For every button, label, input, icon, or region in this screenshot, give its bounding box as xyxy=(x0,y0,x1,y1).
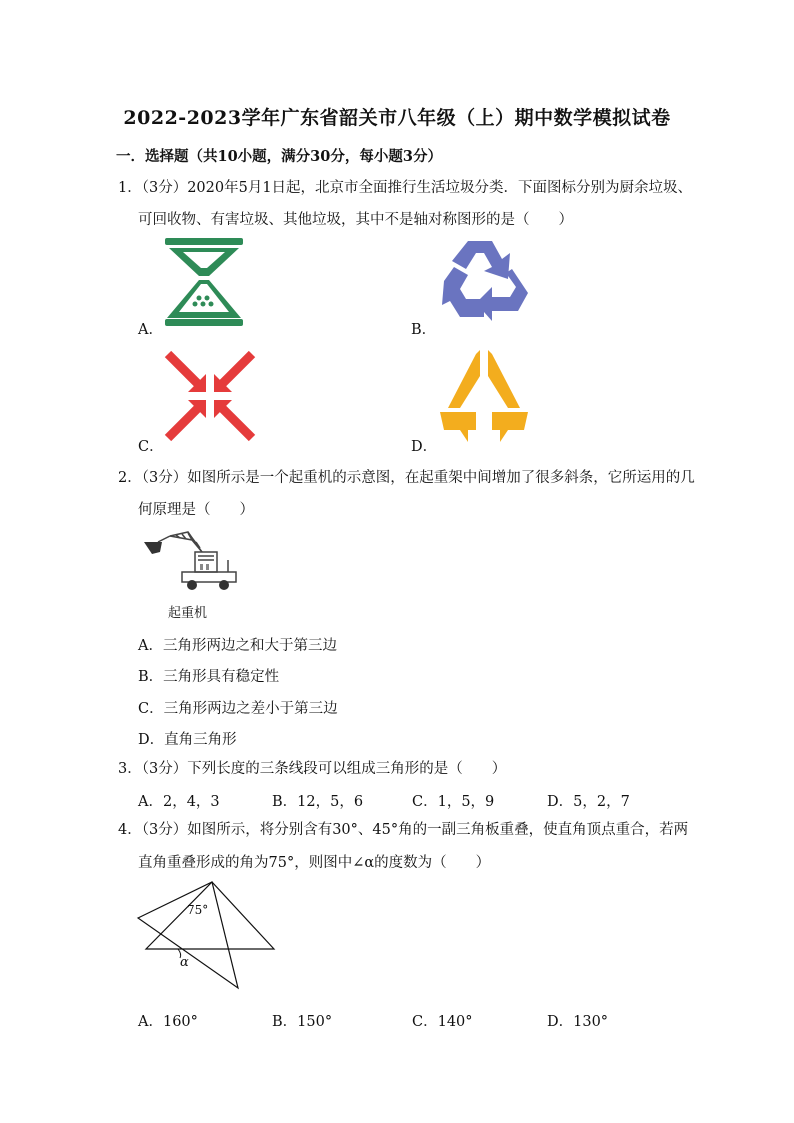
option-b-label: B． xyxy=(411,322,437,338)
question-1-line-2: 可回收物、有害垃圾、其他垃圾，其中不是轴对称图形的是（ ） xyxy=(138,212,573,228)
hazardous-waste-icon xyxy=(164,350,256,442)
question-number: 3． xyxy=(118,761,142,777)
option-a: A．三角形两边之和大于第三边 xyxy=(138,638,337,654)
question-3-line-1 xyxy=(118,759,506,779)
question-number: 1． xyxy=(118,180,142,196)
crane-caption: 起重机 xyxy=(168,606,208,621)
alpha-label: α xyxy=(180,955,189,970)
option-d: D．130° xyxy=(547,1014,609,1030)
section-heading: 一．选择题（共10小题，满分30分，每小题3分） xyxy=(116,148,442,165)
question-4-line-2: 直角重叠形成的角为75°，则图中∠α的度数为（ ） xyxy=(138,855,491,871)
question-2-line-1 xyxy=(118,468,695,488)
option-a-label: A． xyxy=(138,322,163,338)
question-text: （3分）下列长度的三条线段可以组成三角形的是（ ） xyxy=(141,761,507,777)
other-waste-icon xyxy=(440,350,528,442)
recycle-icon xyxy=(440,237,532,323)
option-b: B．150° xyxy=(272,1014,333,1030)
option-a: A．2，4，3 xyxy=(138,794,220,810)
option-c: C．1，5，9 xyxy=(412,794,495,810)
option-a: A．160° xyxy=(138,1014,198,1030)
page-title: 2022-2023学年广东省韶关市八年级（上）期中数学模拟试卷 xyxy=(123,107,671,129)
option-b: B．三角形具有稳定性 xyxy=(138,669,280,685)
option-d: D．5，2，7 xyxy=(547,794,630,810)
angle-75-label: 75° xyxy=(187,903,209,917)
option-b: B．12，5，6 xyxy=(272,794,364,810)
question-number: 4． xyxy=(118,822,142,838)
option-c-label: C． xyxy=(138,439,164,455)
question-1-line-1 xyxy=(118,178,692,198)
triangle-set-figure xyxy=(130,880,280,990)
question-2-line-2: 何原理是（ ） xyxy=(138,502,254,518)
question-text: （3分）2020年5月1日起，北京市全面推行生活垃圾分类．下面图标分别为厨余垃圾、 xyxy=(141,180,693,196)
question-number: 2． xyxy=(118,470,142,486)
question-text: （3分）如图所示，将分别含有30°、45°角的一副三角板重叠，使直角顶点重合，若两 xyxy=(141,822,689,838)
crane-figure xyxy=(140,530,240,602)
question-4-line-1 xyxy=(118,820,688,840)
option-d: D．直角三角形 xyxy=(138,732,237,748)
option-d-label: D． xyxy=(411,439,438,455)
option-c: C．三角形两边之差小于第三边 xyxy=(138,701,338,717)
option-c: C．140° xyxy=(412,1014,473,1030)
kitchen-waste-icon xyxy=(165,238,243,326)
question-text: （3分）如图所示是一个起重机的示意图，在起重架中间增加了很多斜条，它所运用的几 xyxy=(141,470,695,486)
